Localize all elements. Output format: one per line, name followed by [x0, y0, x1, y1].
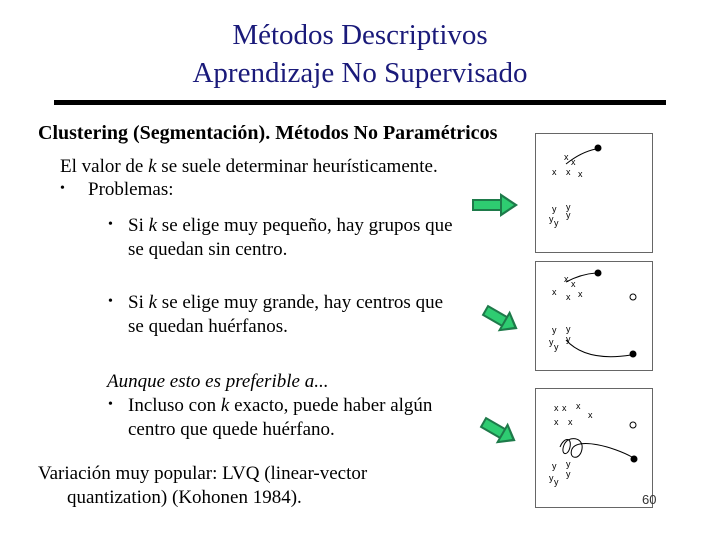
data-marker: x [566, 167, 571, 177]
center-dot [595, 145, 602, 152]
text-fragment: se elige muy grande, hay centros que [157, 292, 444, 313]
slide-title-line2: Aprendizaje No Supervisado [192, 57, 528, 89]
variation-line1: Variación muy popular: LVQ (linear-vector [38, 463, 368, 484]
arrow-icon [480, 300, 524, 340]
slide-title-line1: Métodos Descriptivos [232, 19, 488, 51]
cluster-diagram-large-k [535, 261, 653, 371]
bullet-icon: • [108, 397, 113, 412]
center-dot [595, 270, 602, 277]
arrow-icon [470, 190, 520, 220]
k-symbol: k [148, 215, 158, 236]
k-symbol: k [148, 292, 158, 313]
cluster-diagram-exact-k [535, 388, 653, 508]
data-marker: x [568, 417, 573, 427]
problem-large-k-line2: se quedan huérfanos. [128, 316, 288, 337]
data-marker: y [552, 461, 557, 471]
problem-small-k-line2: se quedan sin centro. [128, 239, 288, 260]
data-marker: x [554, 403, 559, 413]
text-fragment: se elige muy pequeño, hay grupos que [157, 215, 453, 236]
data-marker: x [578, 169, 583, 179]
title-divider [54, 100, 666, 105]
data-marker: y [566, 334, 571, 344]
data-marker: x [571, 279, 576, 289]
k-symbol: k [148, 156, 157, 177]
data-marker: x [564, 274, 569, 284]
data-marker: x [571, 157, 576, 167]
data-marker: y [549, 337, 554, 347]
variation-line2: quantization) (Kohonen 1984). [67, 487, 302, 508]
bullet-icon: • [108, 217, 113, 232]
line-k-heuristic [60, 155, 438, 178]
text-fragment: se suele determinar heurísticamente. [156, 156, 438, 177]
data-marker: y [566, 469, 571, 479]
orphan-center [630, 294, 636, 300]
data-marker: x [562, 403, 567, 413]
data-marker: y [549, 473, 554, 483]
text-fragment: Si [128, 215, 149, 236]
text-fragment: Incluso con [128, 395, 221, 416]
problem-exact-k [128, 394, 432, 417]
text-fragment: exacto, puede haber algún [229, 395, 433, 416]
bullet-icon: • [60, 181, 65, 196]
data-marker: x [554, 417, 559, 427]
k-symbol: k [220, 395, 230, 416]
data-marker: x [578, 289, 583, 299]
bullet-icon: • [108, 294, 113, 309]
data-marker: y [554, 342, 559, 352]
text-fragment: Si [128, 292, 149, 313]
aunque-text: Aunque esto es preferible a... [107, 371, 329, 392]
center-dot [631, 456, 638, 463]
data-marker: x [564, 152, 569, 162]
data-marker: y [549, 214, 554, 224]
text-fragment: El valor de [60, 156, 149, 177]
page-number: 60 [642, 492, 657, 507]
data-marker: y [552, 204, 557, 214]
arrow-icon [478, 412, 522, 452]
subheading: Clustering (Segmentación). Métodos No Paramétricos [38, 122, 498, 144]
center-dot [630, 351, 637, 358]
orphan-center [630, 422, 636, 428]
data-marker: x [552, 287, 557, 297]
data-marker: x [566, 292, 571, 302]
data-marker: y [566, 459, 571, 469]
data-marker: y [566, 324, 571, 334]
data-marker: x [552, 167, 557, 177]
problem-small-k [128, 214, 453, 237]
cluster-diagram-small-k [535, 133, 653, 253]
data-marker: x [576, 401, 581, 411]
data-marker: y [554, 477, 559, 487]
problems-label: Problemas: [88, 179, 174, 200]
data-marker: y [566, 202, 571, 212]
problem-exact-k-line2: centro que quede huérfano. [128, 419, 335, 440]
data-marker: y [554, 218, 559, 228]
data-marker: y [552, 325, 557, 335]
data-marker: x [588, 410, 593, 420]
problem-large-k [128, 291, 443, 314]
data-marker: y [566, 210, 571, 220]
